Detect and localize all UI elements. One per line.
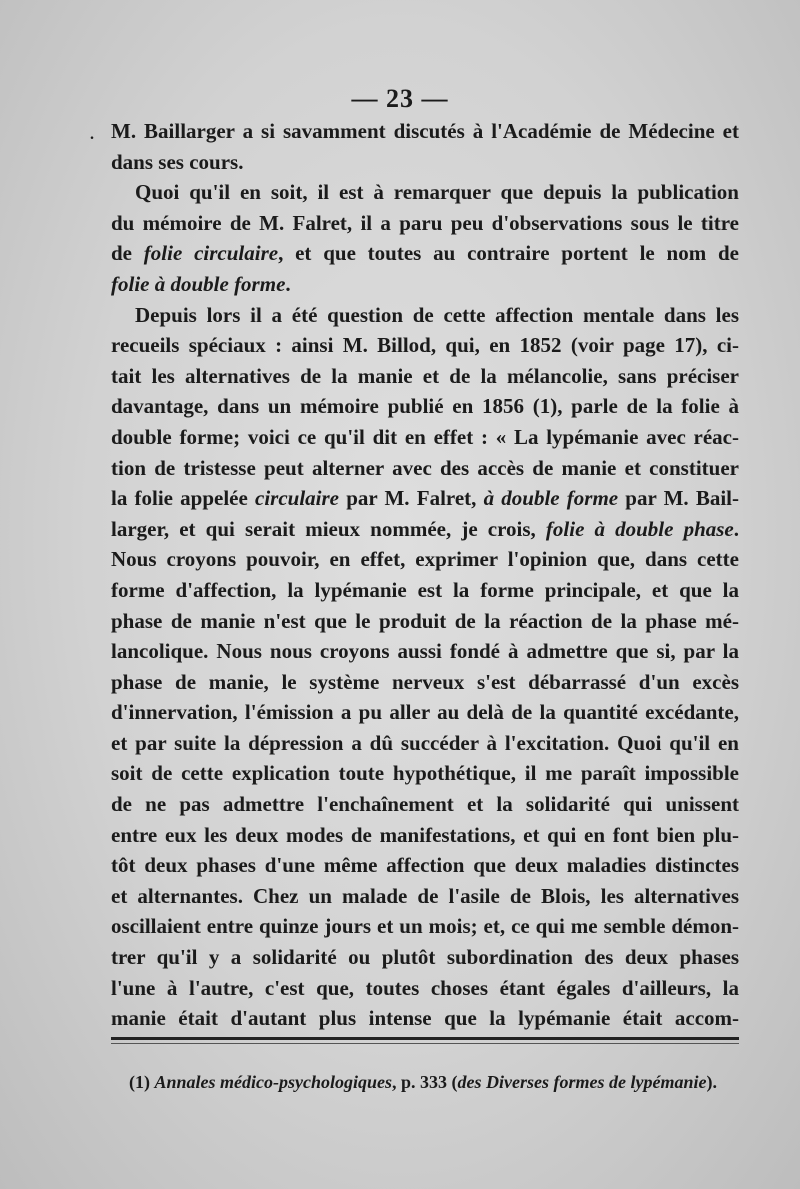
- text-line: [111, 208, 739, 239]
- text-run: l'une à l'autre, c'est que, toutes choses étant égales d'ailleurs, la: [111, 975, 739, 1000]
- text-line: [111, 514, 739, 545]
- italic-phrase: circulaire: [255, 486, 340, 511]
- italic-phrase: folie à double forme: [111, 271, 286, 296]
- text-line: [111, 147, 739, 178]
- text-line: [111, 881, 739, 912]
- footnote-mark: (1): [129, 1072, 155, 1092]
- italic-phrase: à double forme: [483, 486, 619, 511]
- text-line: [111, 942, 739, 973]
- text-line: [111, 422, 739, 453]
- footnote-source: Annales médico-psychologiques: [154, 1072, 392, 1092]
- text-line: [111, 820, 739, 851]
- text-run: la folie appelée: [111, 486, 256, 511]
- text-line: [111, 636, 739, 667]
- footnote-rule: [111, 1037, 739, 1040]
- text-run: phase de manie n'est que le produit de la réaction de la phase mé-: [111, 608, 739, 633]
- text-run: M. Baillarger a si savamment discutés à l'Académie de Médecine et: [111, 119, 739, 143]
- text-run: par M. Falret,: [339, 486, 484, 511]
- text-run: de: [111, 241, 144, 266]
- text-line: [111, 177, 739, 208]
- text-line: [111, 300, 739, 331]
- text-line: [111, 850, 739, 881]
- text-run: tion de tristesse peut alterner avec des accès de manie et constituer: [111, 455, 739, 480]
- text-run: forme d'affection, la lypémanie est la forme principale, et que la: [111, 577, 739, 602]
- text-run: double forme; voici ce qu'il dit en effet : « La lypémanie avec réac-: [111, 424, 739, 449]
- text-line: [111, 606, 739, 637]
- text-run: d'innervation, l'émission a pu aller au delà de la quantité excédante,: [111, 700, 739, 725]
- footnote: [129, 1072, 739, 1093]
- text-line: [111, 789, 739, 820]
- text-line: [111, 667, 739, 698]
- text-run: .: [285, 271, 291, 296]
- text-run: phase de manie, le système nerveux s'est débarrassé d'un excès: [111, 669, 739, 694]
- text-run: manie était d'autant plus intense que la lypémanie était accom-: [111, 1006, 739, 1031]
- text-run: larger, et qui serait mieux nommée, je crois,: [111, 516, 546, 541]
- text-run: lancolique. Nous nous croyons aussi fondé à admettre que si, par la: [111, 639, 739, 664]
- text-run: soit de cette explication toute hypothétique, il me paraît impossible: [111, 761, 739, 786]
- text-line: [111, 544, 739, 575]
- text-line: [111, 728, 739, 759]
- italic-phrase: folie à double phase: [545, 516, 734, 541]
- text-run: tôt deux phases d'une même affection que deux maladies distinctes: [111, 853, 739, 878]
- text-line: [111, 697, 739, 728]
- page-number: — 23 —: [351, 84, 449, 113]
- italic-phrase: folie circulaire: [143, 241, 279, 266]
- text-run: et par suite la dépression a dû succéder à l'excitation. Quoi qu'il en: [111, 730, 739, 755]
- text-line: [111, 330, 739, 361]
- footnote-middle: , p. 333 (: [392, 1072, 458, 1092]
- text-run: Nous croyons pouvoir, en effet, exprimer l'opinion que, dans cette: [111, 547, 739, 572]
- text-run: oscillaient entre quinze jours et un mois; et, ce qui me semble démon-: [111, 914, 739, 939]
- text-run: entre eux les deux modes de manifestations, et qui en font bien plu-: [111, 822, 739, 847]
- text-line: [111, 911, 739, 942]
- text-run: trer qu'il y a solidarité ou plutôt subordination des deux phases: [111, 945, 739, 970]
- footnote-end: ).: [706, 1072, 717, 1092]
- text-run: davantage, dans un mémoire publié en 1856 (1), parle de la folie à: [111, 394, 739, 419]
- text-line: [111, 238, 739, 269]
- text-run: par M. Bail-: [618, 486, 740, 511]
- text-run: de ne pas admettre l'enchaînement et la solidarité qui unissent: [111, 792, 739, 817]
- text-run: tait les alternatives de la manie et de la mélancolie, sans préciser: [111, 363, 739, 388]
- text-run: dans ses cours.: [111, 149, 244, 174]
- text-line: [111, 116, 739, 147]
- text-line: [111, 1003, 739, 1034]
- text-run: Depuis lors il a été question de cette affection mentale dans les: [135, 302, 739, 327]
- body-text: [111, 116, 739, 1034]
- text-run: Quoi qu'il en soit, il est à remarquer que depuis la publication: [135, 180, 739, 205]
- text-run: et alternantes. Chez un malade de l'asile de Blois, les alternatives: [111, 883, 739, 908]
- footnote-rule-thin: [111, 1043, 739, 1044]
- text-run: .: [733, 516, 739, 541]
- text-line: [111, 758, 739, 789]
- text-line: [111, 483, 739, 514]
- margin-mark: .: [90, 126, 94, 143]
- text-line: [111, 391, 739, 422]
- text-line: [111, 269, 739, 300]
- text-run: , et que toutes au contraire portent le nom de: [278, 241, 739, 266]
- text-run: recueils spéciaux : ainsi M. Billod, qui, en 1852 (voir page 17), ci-: [111, 333, 739, 358]
- text-line: [111, 453, 739, 484]
- text-line: [111, 973, 739, 1004]
- text-line: [111, 575, 739, 606]
- text-line: [111, 361, 739, 392]
- footnote-title: des Diverses formes de lypémanie: [457, 1072, 707, 1092]
- text-run: du mémoire de M. Falret, il a paru peu d'observations sous le titre: [111, 210, 739, 235]
